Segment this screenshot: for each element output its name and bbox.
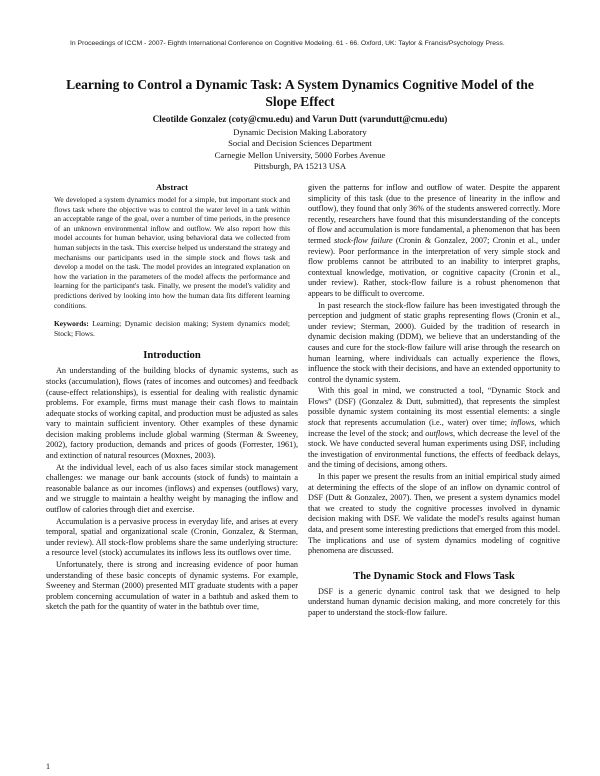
intro-paragraph: An understanding of the building blocks of dynamic systems, such as stocks (accumulation), flows (rates of incomes and outcomes) and feedback (cause-effect relationships), is essential for dealing with realistic dynamic problems. For example, firms must manage their cash flows to maintain adequate stocks of working capital, and production must be adjusted as sales vary to maintain sufficient inventory. Other examples of these dynamic decision making problems include global warming (Sterman & Sweeney, 2002), factory production, demands and prices of goods (Forrester, 1961), and extinction of natural resources (Moxnes, 2003). (46, 366, 298, 461)
abstract-text: We developed a system dynamics model for a simple, but important stock and flows task where the objective was to control the water level in a tank within an acceptable range of the goal, over a number of time periods, in the presence of an unknown environmental inflow and outflow. We also report how this model accounts for human behavior, using behavioral data we collected from human subjects in the task. This exercise helped us understand the strategy and mechanisms our participants used in the simple stock and flows task and develop a model on the task. The model provides an integrated explanation on how the variation in the parameters of the model affects the performance and learning for the participant's task. Finally, we present the model's validity and predictions derived by looking into how the human data fits different learning conditions. (54, 195, 290, 310)
page-number: 1 (46, 762, 50, 771)
title-line-2: Slope Effect (265, 94, 335, 109)
affiliation-line: Pittsburgh, PA 15213 USA (253, 161, 347, 172)
abstract-heading: Abstract (156, 182, 188, 192)
author-block (60, 114, 540, 173)
term-stock-flow-failure: stock-flow failure (334, 235, 393, 245)
paper-title (60, 76, 540, 110)
introduction-heading: Introduction (143, 350, 201, 362)
dsf-section-heading: The Dynamic Stock and Flows Task (353, 570, 515, 582)
body-paragraph: given the patterns for inflow and outflow of water. Despite the apparent simplicity of this task (due to the presence of linearity in the inflow and outflow), they found that only 36% of the students answered correctly. More recently, researchers have found that this misunderstanding of the concepts of flow and accumulation is more fundamental, a phenomenon that has been termed stock-flow failure (Cronin & Gonzalez, 2007; Cronin et al., under review). Poor performance in the interpretation of very simple stock and flow problems cannot be attributed to an inability to interpret graphs, contextual knowledge, motivation, or cognitive capacity (Cronin et al., under review). Rather, stock-flow failure is a robust phenomenon that appears to be difficult to overcome. (308, 183, 560, 298)
body-paragraph: In this paper we present the results from an initial empirical study aimed at determining the effects of the slope of an inflow on dynamic control of DSF (Dutt & Gonzalez, 2007). Then, we present a system dynamics model that we created to study the cognitive processes involved in dynamic decision making with DSF. We validate the model's results against human data, and present some interesting predictions that emerged from this model. The implications and use of system dynamics modeling of cognitive phenomena are discussed. (308, 472, 560, 556)
affiliation-line: Social and Decision Sciences Department (228, 138, 372, 149)
left-column (46, 182, 298, 613)
author-names: Cleotilde Gonzalez (coty@cmu.edu) and Varun Dutt (varundutt@cmu.edu) (152, 114, 448, 124)
keywords-list: Learning; Dynamic decision making; System dynamics model; Stock; Flows. (54, 319, 290, 338)
term-stock: stock (308, 418, 325, 428)
intro-paragraph: At the individual level, each of us also faces similar stock management challenges: we manage our bank accounts (stock of funds) to maintain a reasonable balance as our incomes (inflows) and expenses (outflows) vary, and we struggle to maintain a healthy weight by managing the inflow and outflow of calories through diet and exercise. (46, 462, 298, 515)
body-paragraph: In past research the stock-flow failure has been investigated through the perception and judgment of static graphs representing flows (Cronin et al., under review; Sterman, 2000). Guided by the tradition of research in dynamic decision making (DDM), we believe that an understanding of the causes and cure for the stock-flow failure will arise through the research on human learning, where individuals can actually experience the flows, influence the stock with their decisions, and have an extended opportunity to control the dynamic system. (308, 300, 560, 384)
right-column (308, 183, 560, 619)
body-paragraph: DSF is a generic dynamic control task that we designed to help understand human dynamic decision making, and more concretely for this paper to understand the stock-flow failure. (308, 586, 560, 617)
intro-paragraph: Accumulation is a pervasive process in everyday life, and arises at every temporal, spatial and organizational scale (Cronin, Gonzalez, & Sterman, under review). All stock-flow problems share the same underlying structure: a resource level (stock) accumulates its inflows less its outflows over time. (46, 516, 298, 558)
proceedings-header: In Proceedings of ICCM - 2007- Eighth International Conference on Cognitive Modeling. 61 - 66. Oxford, UK: Taylor & Francis/Psychology Press. (70, 40, 505, 47)
body-paragraph: With this goal in mind, we constructed a tool, “Dynamic Stock and Flows” (DSF) (Gonzalez & Dutt, submitted), that represents the simplest possible dynamic system containing its most essential elements: a single stock that represents accumulation (i.e., water) over time; inflows, which increase the level of the stock; and outflows, which decrease the level of the stock. We have conducted several human experiments using DSF, including the investigation of environmental functions, the effects of feedback delays, and the timing of decisions, among others. (308, 386, 560, 470)
intro-paragraph: Unfortunately, there is strong and increasing evidence of poor human understanding of these basic concepts of dynamic systems. For example, Sweeney and Sterman (2000) presented MIT graduate students with a paper problem concerning accumulation of water in a bathtub and asked them to sketch the path for the quantity of water in the bathtub over time, (46, 560, 298, 612)
title-line-1: Learning to Control a Dynamic Task: A System Dynamics Cognitive Model of the (66, 77, 534, 92)
affiliation-line: Carnegie Mellon University, 5000 Forbes Avenue (214, 149, 386, 160)
keywords (54, 319, 290, 338)
affiliation-line: Dynamic Decision Making Laboratory (233, 126, 367, 137)
term-inflows: inflows (510, 418, 535, 428)
keywords-label: Keywords: (54, 319, 89, 329)
term-outflows: outflows (425, 428, 454, 438)
